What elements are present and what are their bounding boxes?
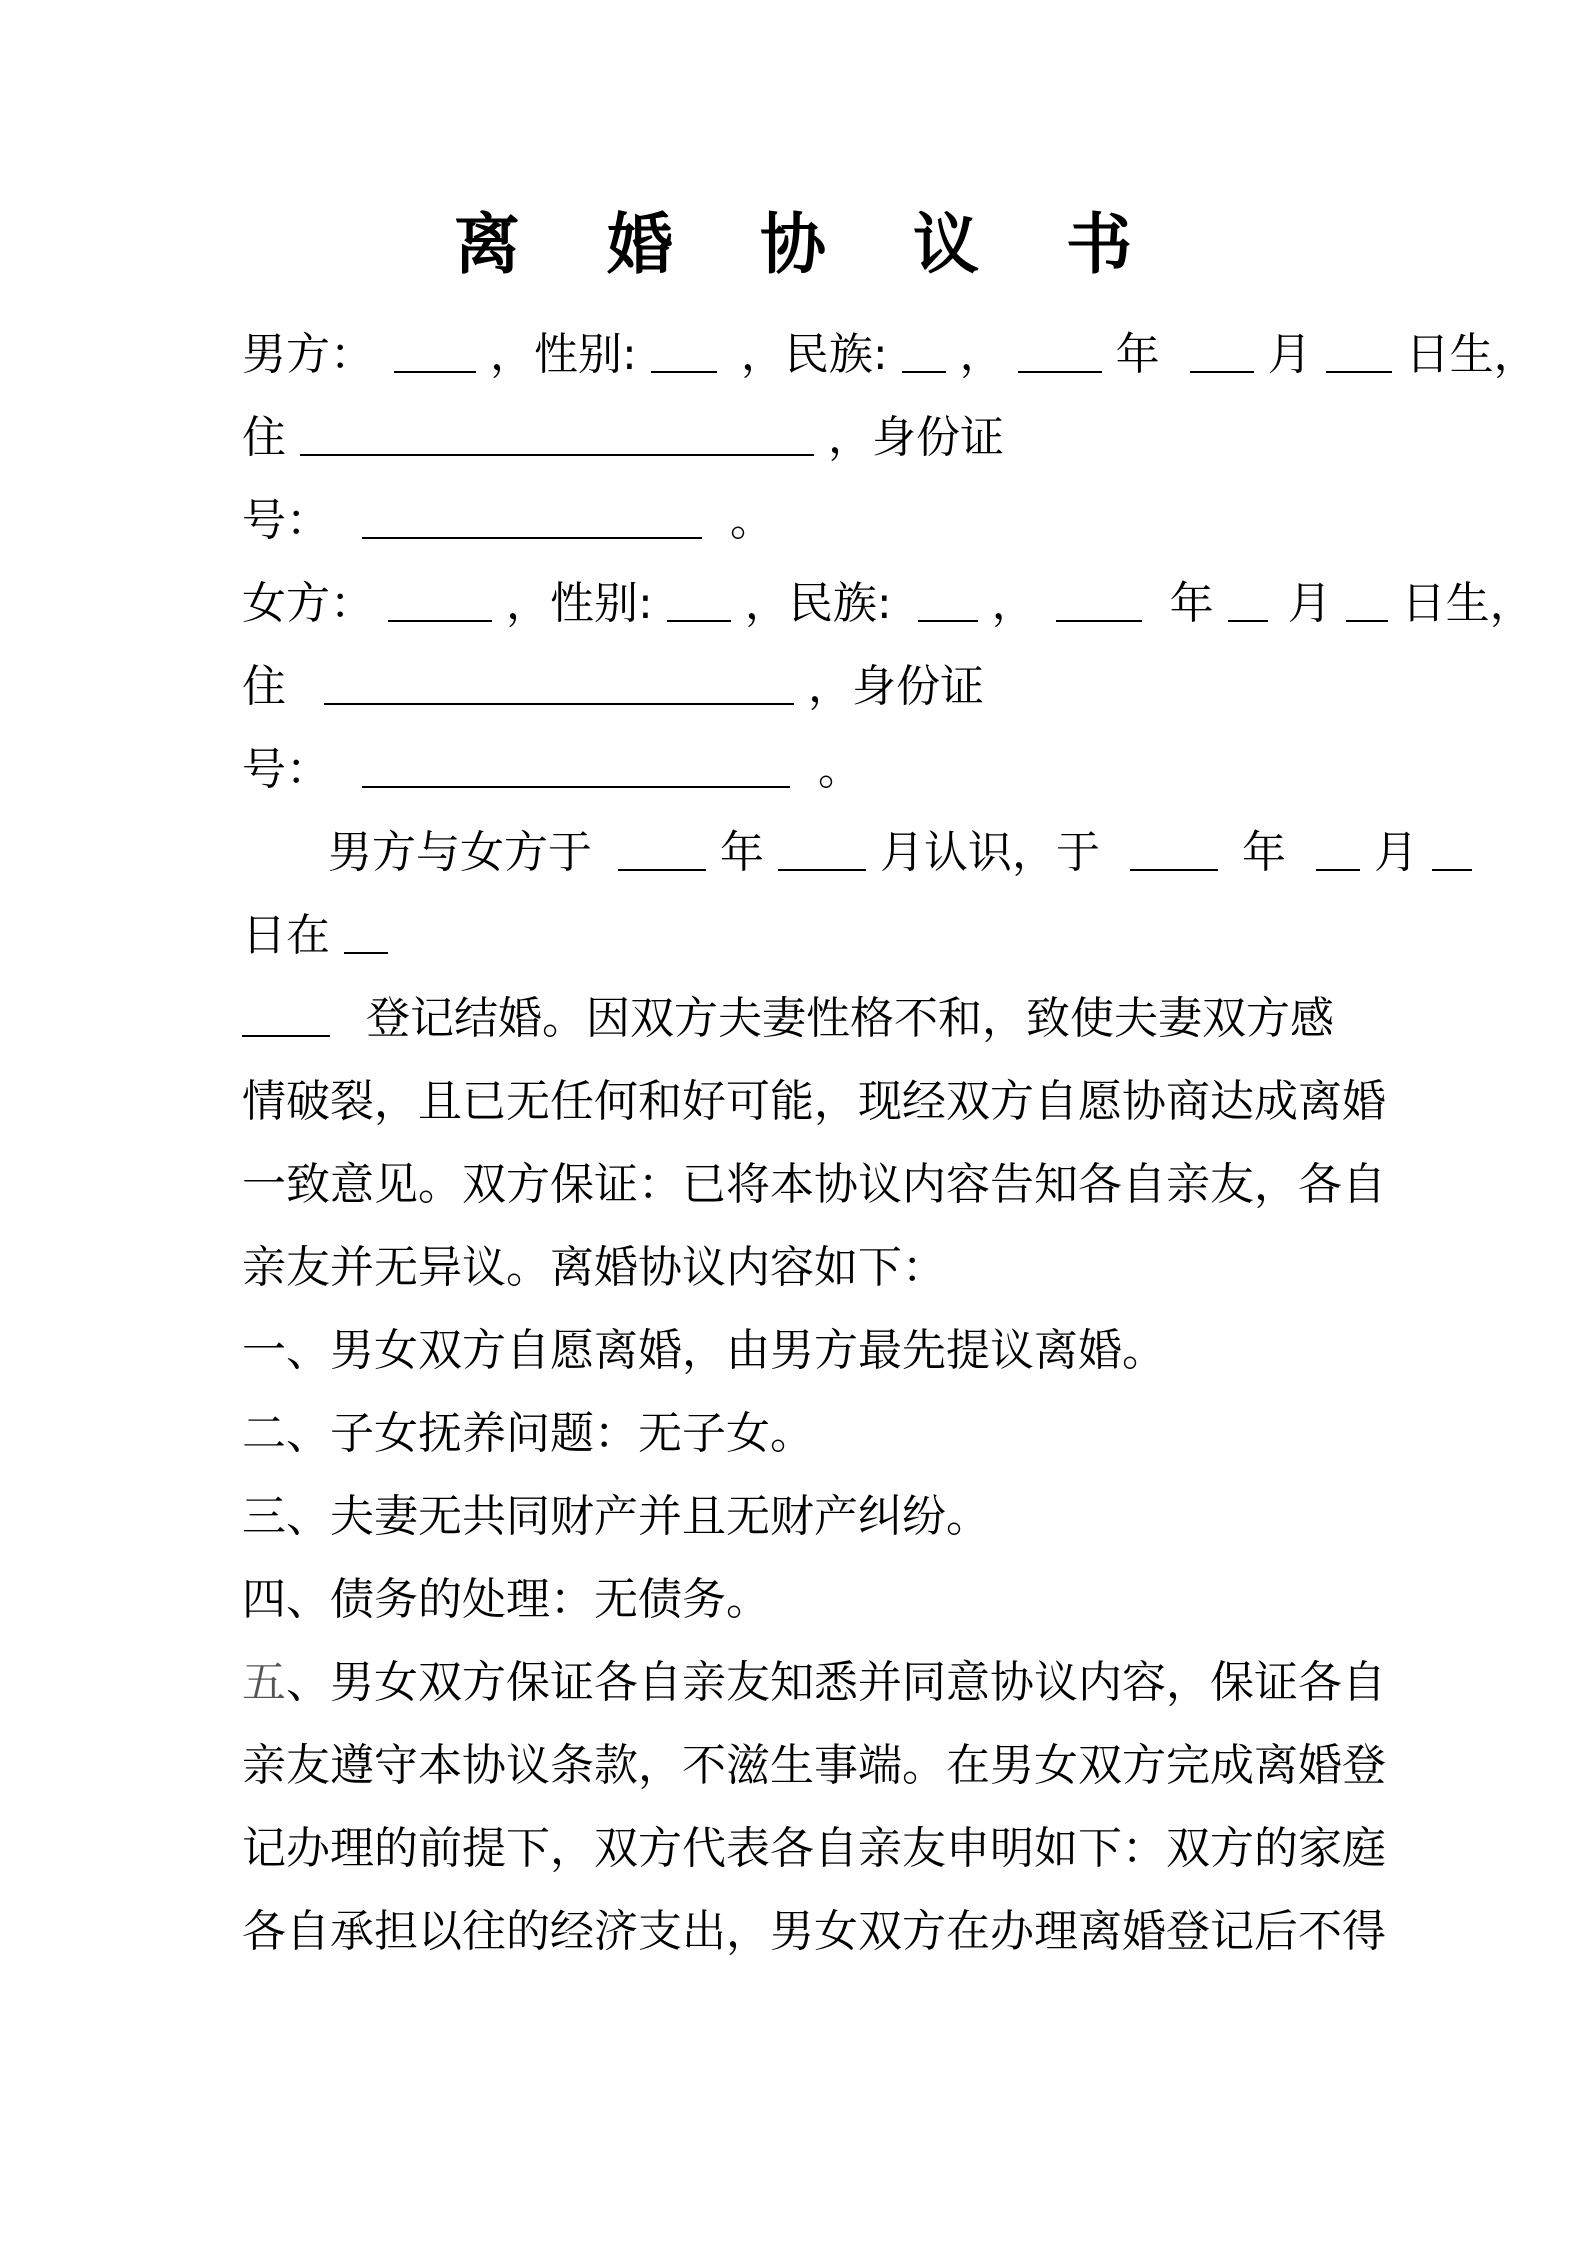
female-id-end: 。 (818, 744, 862, 795)
male-day-label: 日生， (1405, 329, 1538, 380)
clause-3: 三、夫妻无共同财产并且无财产纠纷。 (242, 1491, 990, 1542)
male-id-line (242, 491, 774, 551)
female-birth-year-blank[interactable] (1056, 576, 1142, 622)
male-gender-blank[interactable] (651, 327, 717, 373)
male-address-blank[interactable] (300, 410, 814, 456)
female-info-line (242, 574, 1534, 634)
body-line-3: 一致意见。双方保证：已将本协议内容告知各自亲友，各自 (242, 1159, 1386, 1210)
clause-5-numeral: 五 (242, 1657, 286, 1708)
male-ethnicity-blank[interactable] (902, 327, 946, 373)
female-ethnicity-label: ，民族: (744, 578, 892, 629)
met-month-label: 月认识，于 (880, 827, 1100, 878)
document-title: 离 婚 协 议 书 (454, 206, 1164, 283)
female-label: 女方： (242, 578, 374, 629)
female-birth-month-blank[interactable] (1228, 576, 1268, 622)
female-id-label-cont: 号： (242, 744, 330, 795)
female-address-blank[interactable] (324, 659, 794, 705)
female-address-label: 住 (242, 661, 286, 712)
married-month-blank[interactable] (1316, 825, 1360, 871)
female-birth-day-blank[interactable] (1346, 576, 1388, 622)
female-day-label: 日生， (1401, 578, 1534, 629)
male-name-blank[interactable] (394, 327, 476, 373)
male-address-line (242, 408, 1004, 468)
female-gender-blank[interactable] (667, 576, 731, 622)
male-year-label: 年 (1115, 329, 1160, 380)
male-label: 男方： (242, 329, 374, 380)
met-year-blank[interactable] (618, 825, 706, 871)
male-gender-label: ，性别: (490, 329, 637, 380)
day-at-label: 日在 (242, 910, 330, 961)
male-id-label-cont: 号： (242, 495, 330, 546)
female-month-label: 月 (1287, 578, 1332, 629)
clause-4: 四、债务的处理：无债务。 (242, 1574, 770, 1625)
marriage-line (328, 823, 1472, 883)
female-ethnicity-blank[interactable] (918, 576, 978, 622)
registration-place-line (242, 906, 388, 966)
registration-place-blank[interactable] (344, 908, 388, 954)
male-month-label: 月 (1267, 329, 1312, 380)
marriage-intro: 男方与女方于 (328, 827, 592, 878)
met-month-blank[interactable] (778, 825, 866, 871)
met-year-label: 年 (720, 827, 764, 878)
female-comma: ， (991, 578, 1036, 629)
clause-5-line-3: 记办理的前提下，双方代表各自亲友申明如下：双方的家庭 (242, 1823, 1386, 1874)
male-id-end: 。 (730, 495, 774, 546)
female-year-label: 年 (1169, 578, 1214, 629)
body-line-1 (242, 989, 1334, 1049)
male-birth-year-blank[interactable] (1018, 327, 1102, 373)
clause-5-text: 、男女双方保证各自亲友知悉并同意协议内容，保证各自 (286, 1657, 1386, 1708)
female-address-line (242, 657, 984, 717)
male-id-blank[interactable] (362, 493, 702, 539)
male-birth-month-blank[interactable] (1190, 327, 1254, 373)
male-ethnicity-label: ，民族: (740, 329, 888, 380)
clause-1: 一、男女双方自愿离婚，由男方最先提议离婚。 (242, 1325, 1166, 1376)
clause-5-line-1 (242, 1653, 1386, 1713)
male-id-label: ，身份证 (828, 412, 1004, 463)
married-year-blank[interactable] (1130, 825, 1218, 871)
registration-office-blank[interactable] (242, 991, 330, 1037)
body-line-4: 亲友并无异议。离婚协议内容如下： (242, 1242, 946, 1293)
body-text: 登记结婚。因双方夫妻性格不和，致使夫妻双方感 (366, 993, 1334, 1044)
male-comma: ， (959, 329, 1004, 380)
married-day-blank[interactable] (1432, 825, 1472, 871)
male-birth-day-blank[interactable] (1326, 327, 1392, 373)
female-name-blank[interactable] (388, 576, 492, 622)
female-id-label: ，身份证 (808, 661, 984, 712)
clause-5-line-2: 亲友遵守本协议条款，不滋生事端。在男女双方完成离婚登 (242, 1740, 1386, 1791)
female-gender-label: ，性别: (506, 578, 653, 629)
married-year-label: 年 (1242, 827, 1286, 878)
clause-2: 二、子女抚养问题：无子女。 (242, 1408, 814, 1459)
clause-5-line-4: 各自承担以往的经济支出，男女双方在办理离婚登记后不得 (242, 1906, 1386, 1957)
male-address-label: 住 (242, 412, 286, 463)
female-id-line (242, 740, 862, 800)
body-line-2: 情破裂，且已无任何和好可能，现经双方自愿协商达成离婚 (242, 1076, 1386, 1127)
married-month-label: 月 (1374, 827, 1418, 878)
male-info-line (242, 325, 1538, 385)
female-id-blank[interactable] (362, 742, 790, 788)
